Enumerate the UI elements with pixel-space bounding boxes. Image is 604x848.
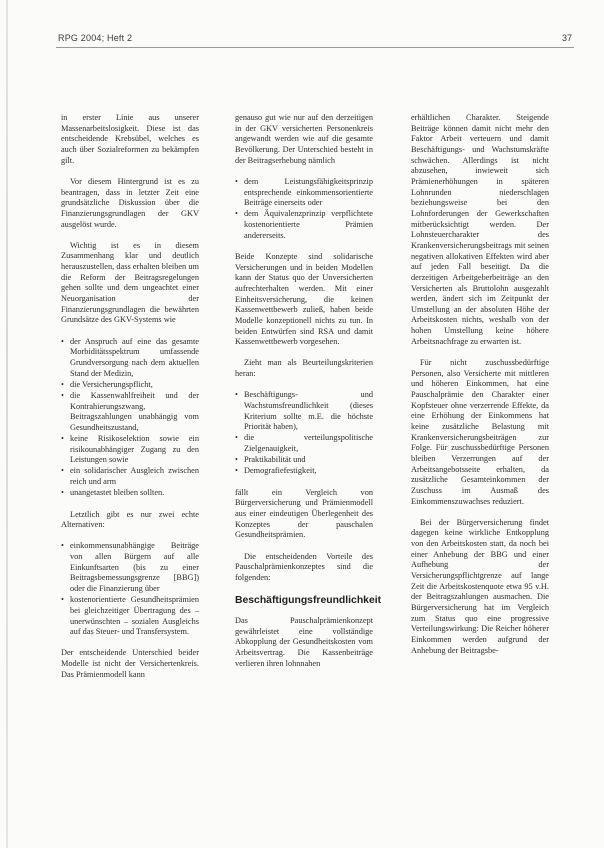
text-column-3 bbox=[411, 113, 549, 667]
paragraph: Letztlich gibt es nur zwei echte Alternativen: bbox=[61, 509, 199, 530]
paragraph: Wichtig ist es in diesem Zusammenhang klar und deutlich herauszustellen, dass erhalten bleiben um die Reform der Beitragsregelungen gehen sollte und dem ungeachtet einer Neuorganisation der Finanzierungsgrundlagen die bewährten Grundsätze des GKV-Systems wie bbox=[61, 240, 199, 325]
bullet-list bbox=[61, 337, 199, 499]
header-rule bbox=[56, 47, 574, 48]
paragraph: erhältlichen Charakter. Steigende Beiträge können damit nicht mehr den Faktor Arbeit verteuern und damit Beschäftigungs- und Wachstumskräfte schwächen. Allerdings ist nicht abzusehen, inwieweit sich Prämienerhöhungen in späteren Lohnrunden niederschlagen beziehungsweise bei den Lohnforderungen der Gewerkschaften mitberücksichtigt werden. Der Lohnsteuercharakter des Krankenversicherungsbeitrags mit seinen negativen allokativen Effekten wird aber auf jeden Fall beseitigt. Da die derzeitigen Arbeitgeberbeiträge an den Versicherten als Bruttolohn ausgezahlt werden, ändert sich im Zeitpunkt der Umstellung an der absoluten Höhe der Arbeitskosten nichts, weshalb von der hohen Umstellung keine höhere Arbeitsnachfrage zu erwarten ist. bbox=[411, 113, 549, 346]
list-item: • der Anspruch auf eine das gesamte Morbiditätsspektrum umfassende Grundversorgung nach dem aktuellen Stand der Medizin, bbox=[61, 337, 199, 380]
paragraph: Für nicht zuschussbedürftige Personen, also Versicherte mit mittleren und höheren Einkommen, hat eine Pauschalprämie den Charakter einer Kopfsteuer ohne verzerrende Effekte, da eine Erhöhung der Einkommens hat keine zusätzliche Belastung mit Krankenversicherungsbeiträgen zur Folge. Für zuschussbedürftige Personen bleiben Verzerrungen auf der Arbeitsangebotsseite erhalten, da zusätzliche Gesamteinkommen der Zuschuss im Ausmaß des Einkommenszuwachses reduziert. bbox=[411, 358, 549, 506]
list-item: • kostenorientierte Gesundheitsprämien bei gleichzeitiger Übertragung des – unerwünschten – sozialen Ausgleichs auf das Steuer- und Transfersystem. bbox=[61, 595, 199, 638]
bullet-list bbox=[235, 177, 373, 241]
list-item: • Beschäftigungs- und Wachstumsfreundlichkeit (dieses Kriterium sollte m.E. die höchste Priorität haben), bbox=[235, 390, 373, 433]
paragraph: fällt ein Vergleich von Bürgerversicherung und Prämienmodell aus einer eindeutigen Überlegenheit des Konzeptes der pauschalen Gesundheitsprämien. bbox=[235, 487, 373, 540]
list-item: • einkommensunabhängige Beiträge von allen Bürgern auf alle Einkunftsarten (bis zu einer Beitragsbemessungsgrenze [BBG]) oder die Finanzierung über bbox=[61, 541, 199, 594]
list-item: • die Versicherungspflicht, bbox=[61, 380, 199, 391]
list-item: • Demografiefestigkeit, bbox=[235, 466, 373, 477]
list-item: • keine Risikoselektion sowie ein risikounabhängiger Zugang zu den Leistungen sowie bbox=[61, 434, 199, 466]
paragraph: Beide Konzepte sind solidarische Versicherungen und in beiden Modellen kann der Status quo der Unversicherten aufrechterhalten werden. Mit einer Einheitsversicherung, die keinen Kassenwettbewerb zuließ, haben beide Modelle konzeptionell nichts zu tun. In beiden Entwürfen sind RSA und damit Kassenwettbewerb vorgesehen. bbox=[235, 251, 373, 347]
list-item: • dem Äquivalenzprinzip verpflichtete kostenorientierte Prämien andererseits. bbox=[235, 209, 373, 241]
list-item: • unangetastet bleiben sollten. bbox=[61, 488, 199, 499]
text-column-1 bbox=[61, 113, 199, 691]
list-item: • die verteilungspolitische Zielgenauigkeit, bbox=[235, 433, 373, 454]
list-item: • ein solidarischer Ausgleich zwischen reich und arm bbox=[61, 466, 199, 487]
list-item: • die Kassenwahlfreiheit und der Kontrahierungszwang, Beitragszahlungen unabhängig vom Gesundheitszustand, bbox=[61, 391, 199, 434]
text-column-2 bbox=[235, 113, 382, 680]
list-item: • dem Leistungsfähigkeitsprinzip entsprechende einkommensorientierte Beiträge einerseits oder bbox=[235, 177, 373, 209]
page-number: 37 bbox=[561, 33, 572, 43]
scan-edge-shadow bbox=[6, 0, 8, 848]
paragraph: in erster Linie aus unserer Massenarbeitslosigkeit. Diese ist das entscheidende Krebsübel, welches es auch über Sozialreformen zu bekämpfen gilt. bbox=[61, 113, 199, 165]
paragraph: Vor diesem Hintergrund ist es zu beantragen, dass in letzter Zeit eine grundsätzliche Diskussion über die Finanzierungsgrundlagen der GKV ausgelöst wurde. bbox=[61, 176, 199, 229]
paragraph: Bei der Bürgerversicherung findet dagegen keine wirkliche Entkopplung von den Arbeitskosten statt, da noch bei einer Anhebung der BBG und einer Aufhebung der Versicherungspflichtgrenze auf lange Zeit die Arbeitskostenquote etwa 95 v.H. der Beitragszahlungen ausmachen. Die Bürgerversicherung hat im Vergleich zum Status quo eine progressive Verteilungswirkung: Die Reicher höherer Einkommen werden aufgrund der Anhebung der Beitragsbe- bbox=[411, 517, 549, 655]
section-heading: Beschäftigungsfreundlichkeit bbox=[235, 595, 382, 607]
paragraph: Der entscheidende Unterschied beider Modelle ist nicht der Versichertenkreis. Das Prämienmodell kann bbox=[61, 648, 199, 679]
bullet-list bbox=[235, 390, 373, 477]
paragraph: Zieht man als Beurteilungskriterien heran: bbox=[235, 358, 373, 379]
paragraph: genauso gut wie nur auf den derzeitigen in der GKV versicherten Personenkreis angewandt werden wie auf die gesamte Bevölkerung. Der Unterschied besteht in der Beitragserhebung nämlich bbox=[235, 113, 373, 165]
paragraph: Die entscheidenden Vorteile des Pauschalprämienkonzeptes sind die folgenden: bbox=[235, 551, 373, 582]
list-item: • Praktikabilität und bbox=[235, 455, 373, 466]
bullet-list bbox=[61, 541, 199, 637]
running-head: RPG 2004; Heft 2 bbox=[58, 33, 133, 43]
paragraph: Das Pauschalprämienkonzept gewährleistet eine vollständige Abkopplung der Gesundheitskosten vom Arbeitsvertrag. Die Kassenbeiträge verlieren ihren lohnnahen bbox=[235, 616, 373, 668]
